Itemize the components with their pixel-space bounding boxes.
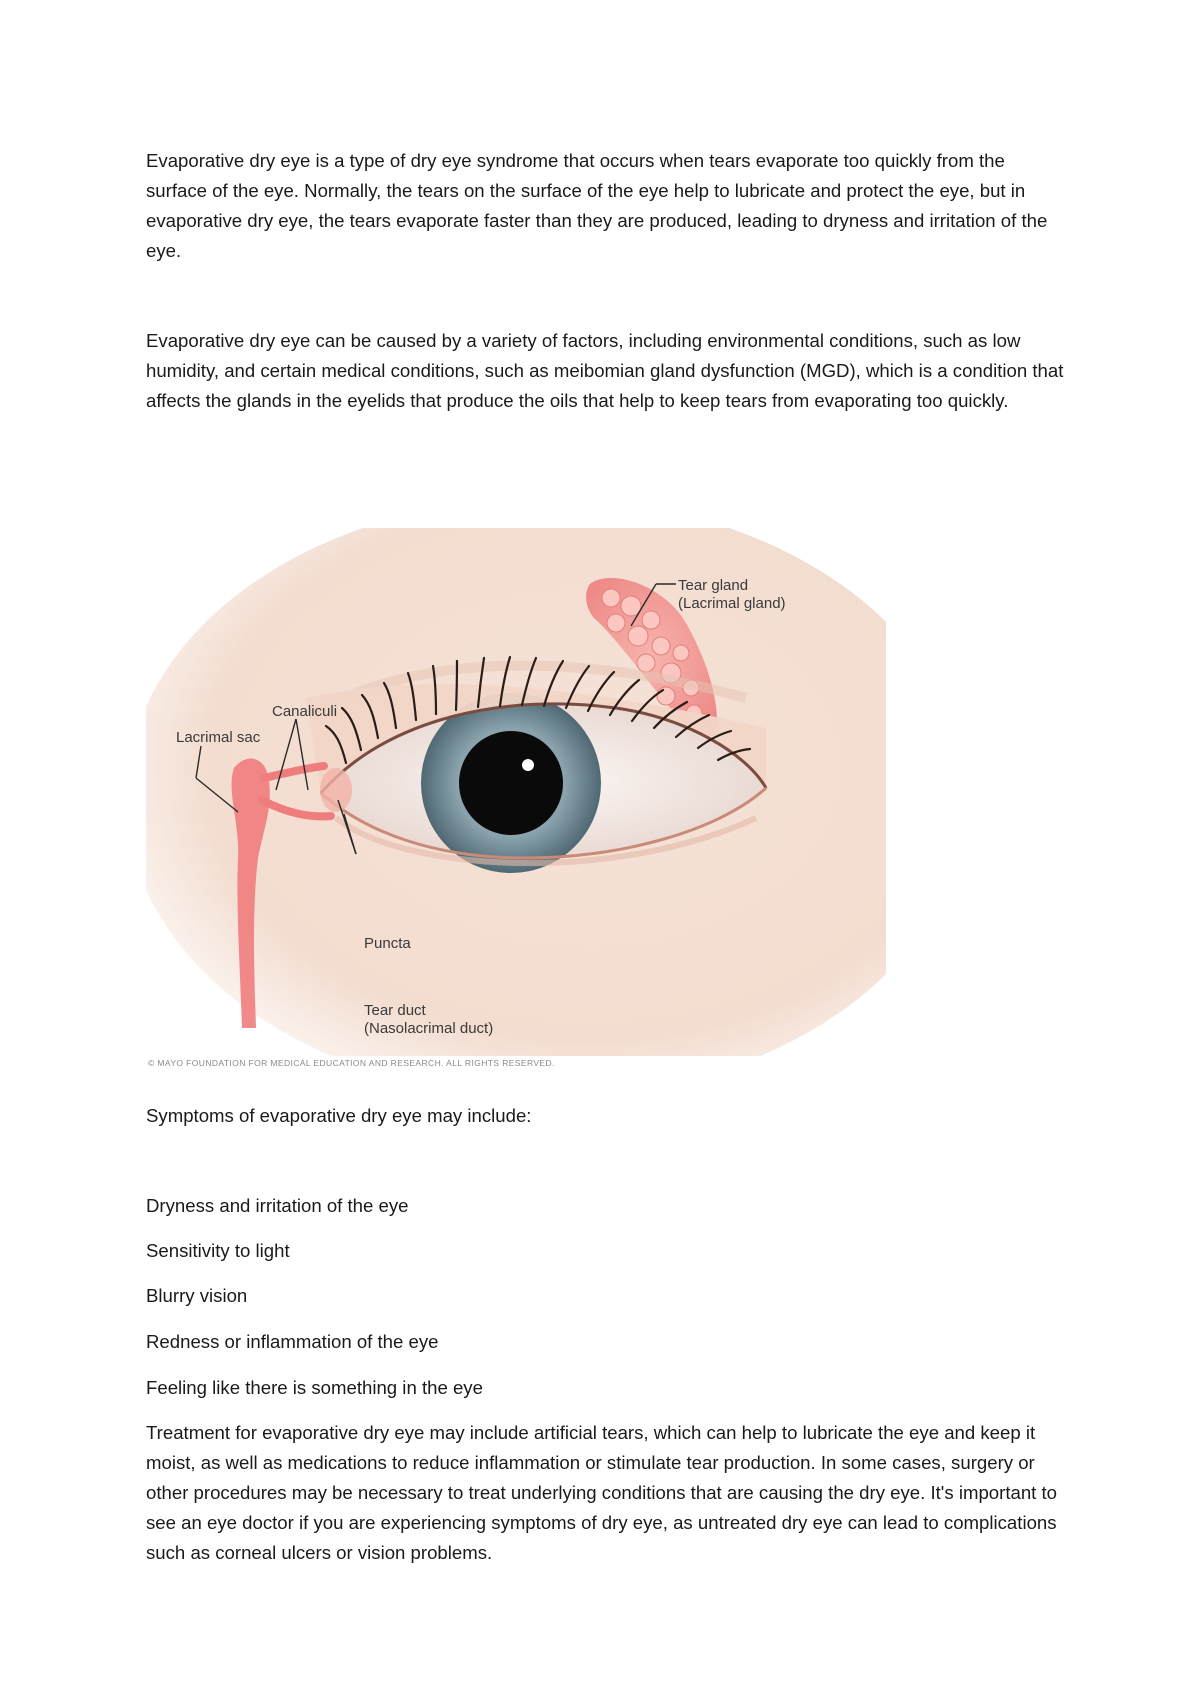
label-tear-duct: Tear duct [364, 1002, 426, 1019]
symptom-item: Sensitivity to light [146, 1240, 290, 1261]
figure-copyright: © MAYO FOUNDATION FOR MEDICAL EDUCATION AND RESEARCH. ALL RIGHTS RESERVED. [148, 1058, 555, 1068]
treatment-paragraph: Treatment for evaporative dry eye may include artificial tears, which can help to lubricate the eye and keep it moist, as well as medications to reduce inflammation or stimulate tear production. In some cases, surgery or other procedures may be necessary to treat underlying conditions that are causing the dry eye. It's important to see an eye doctor if you are experiencing symptoms of dry eye, as untreated dry eye can lead to complications such as corneal ulcers or vision problems. [146, 1422, 1058, 1563]
symptom-item: Redness or inflammation of the eye [146, 1331, 439, 1352]
label-puncta: Puncta [364, 935, 411, 952]
label-nasolacrimal-duct: (Nasolacrimal duct) [364, 1020, 494, 1037]
symptom-item: Blurry vision [146, 1285, 248, 1306]
label-canaliculi: Canaliculi [272, 703, 338, 720]
figure-labels-layer [146, 528, 886, 1056]
label-lacrimal-sac: Lacrimal sac [176, 729, 261, 746]
label-tear-gland: Tear gland [678, 577, 749, 594]
symptom-item: Feeling like there is something in the eye [146, 1377, 483, 1398]
eye-anatomy-figure [146, 528, 886, 1072]
label-lacrimal-gland: (Lacrimal gland) [678, 595, 786, 612]
symptom-item: Dryness and irritation of the eye [146, 1195, 409, 1216]
intro-paragraph: Evaporative dry eye is a type of dry eye syndrome that occurs when tears evaporate too quickly from the surface of the eye. Normally, the tears on the surface of the eye help to lubricate and protect the eye, but in evaporative dry eye, the tears evaporate faster than they are produced, leading to dryness and irritation of the eye. [146, 150, 1048, 261]
symptoms-intro: Symptoms of evaporative dry eye may include: [146, 1105, 532, 1126]
causes-paragraph: Evaporative dry eye can be caused by a variety of factors, including environmental conditions, such as low humidity, and certain medical conditions, such as meibomian gland dysfunction (MGD), which is a condition that affects the glands in the eyelids that produce the oils that help to keep tears from evaporating too quickly. [146, 330, 1064, 411]
